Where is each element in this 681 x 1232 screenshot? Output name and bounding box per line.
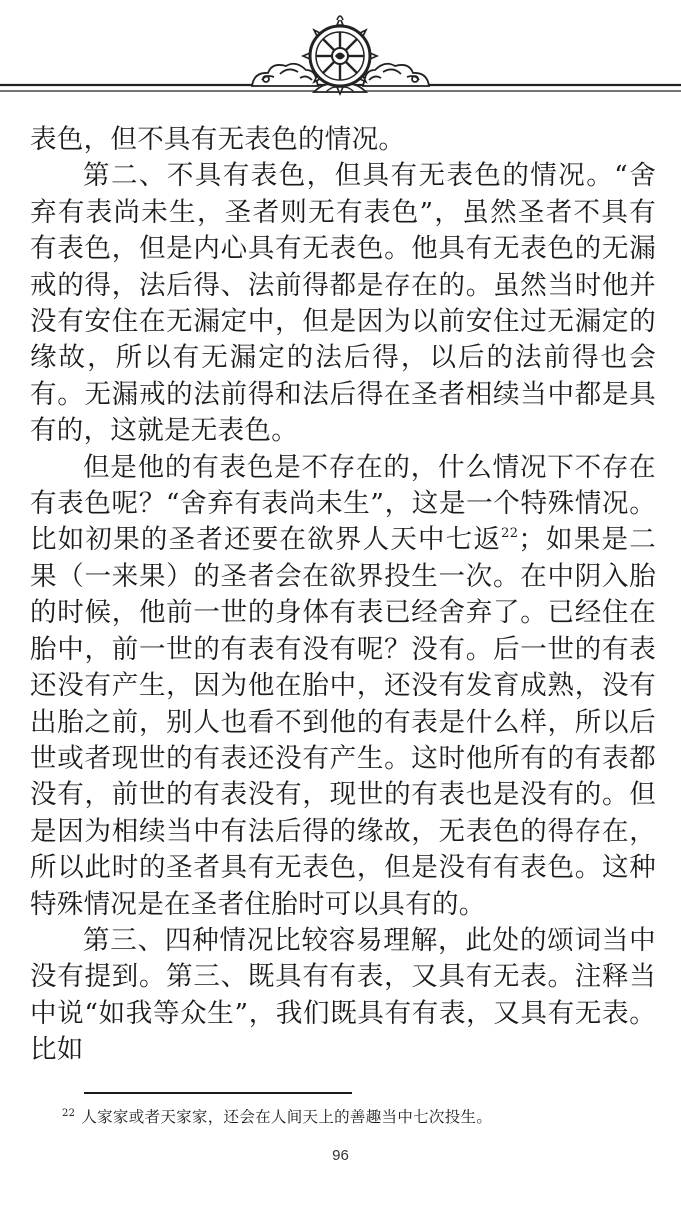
footnote-reference-22[interactable]: 22 [501, 526, 519, 542]
paragraph-4: 第三、四种情况比较容易理解，此处的颂词当中没有提到。第三、既具有有表，又具有无表。注释当中说“如我等众生”，我们既具有有表，又具有无表。比如 [30, 924, 656, 1066]
footnote [62, 1106, 662, 1128]
page-header-ornament [0, 0, 681, 110]
body-text [30, 122, 656, 1069]
cloud-scroll-left-icon [252, 64, 318, 86]
paragraph-2: 第二、不具有表色，但具有无表色的情况。“舍弃有表尚未生，圣者则无有表色”，虽然圣者不具有有表色，但是内心具有无表色。他具有无表色的无漏戒的得，法后得、法前得都是存在的。虽然当时他并没有安住在无漏定中，但是因为以前安住过无漏定的缘故，所以有无漏定的法后得，以后的法前得也会有。无漏戒的法前得和法后得在圣者相续当中都是具有的，这就是无表色。 [30, 160, 656, 447]
paragraph-3-text-before-note: 但是他的有表色是不存在的，什么情况下不存在有表色呢？“舍弃有表尚未生”，这是一个特殊情况。比如初果的圣者还要在欲界人天中七返 [30, 451, 656, 556]
footnote-text: 人家家或者天家家，还会在人间天上的善趣当中七次投生。 [81, 1108, 493, 1126]
footnote-divider [84, 1092, 352, 1094]
dharma-wheel-icon [303, 16, 377, 94]
paragraph-3 [30, 450, 656, 923]
cloud-scroll-right-icon [363, 64, 429, 86]
paragraph-3-text-after-note: ；如果是二果（一来果）的圣者会在欲界投生一次。在中阴入胎的时候，他前一世的身体有表已经舍弃了。已经住在胎中，前一世的有表有没有呢？没有。后一世的有表还没有产生，因为他在胎中，还没有发育成熟，没有出胎之前，别人也看不到他的有表是什么样，所以后世或者现世的有表还没有产生。这时他所有的有表都没有，前世的有表没有，现世的有表也是没有的。但是因为相续当中有法后得的缘故，无表色的得存在，所以此时的圣者具有无表色，但是没有有表色。这种特殊情况是在圣者住胎时可以具有的。 [30, 524, 656, 920]
page-number: 96 [332, 1147, 349, 1164]
paragraph-1: 表色，但不具有无表色的情况。 [30, 124, 406, 155]
footnote-number: 22 [62, 1108, 76, 1119]
